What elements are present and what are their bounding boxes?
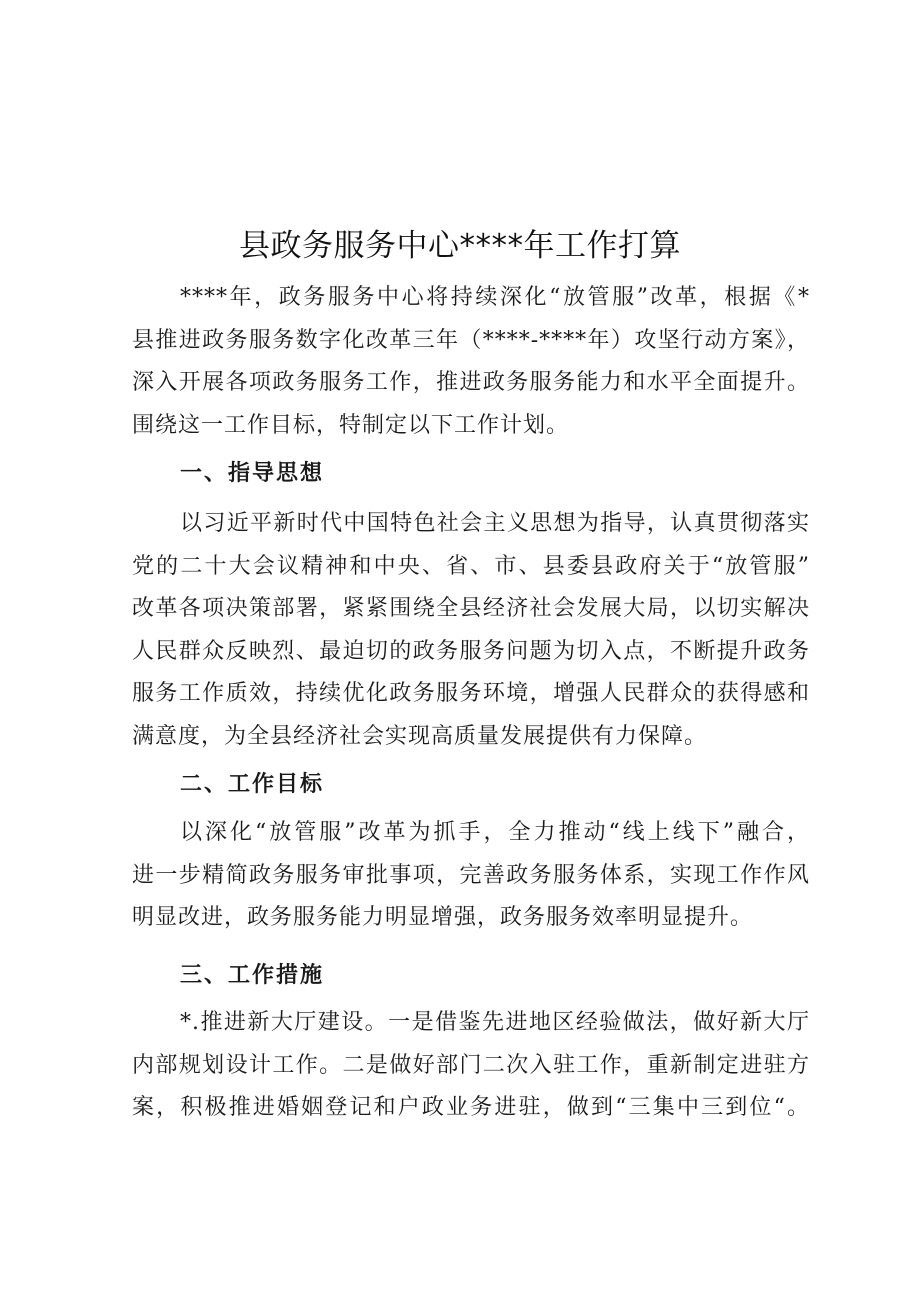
intro-line: ****年，政务服务中心将持续深化“放管服”改革，根据《* xyxy=(180,285,810,310)
intro-line: 深入开展各项政务服务工作，推进政务服务能力和水平全面提升。 xyxy=(132,370,810,395)
paragraph-line: 内部规划设计工作。二是做好部门二次入驻工作，重新制定进驻方 xyxy=(132,1052,810,1078)
paragraph-line: 案，积极推进婚姻登记和户政业务进驻，做到“三集中三到位“。 xyxy=(132,1095,810,1120)
section-paragraph-guiding-ideology xyxy=(132,503,810,758)
paragraph-line: 人民群众反映烈、最迫切的政务服务问题为切入点，不断提升政务 xyxy=(132,638,810,664)
paragraph-line: 明显改进，政务服务能力明显增强，政务服务效率明显提升。 xyxy=(132,905,754,930)
intro-paragraph xyxy=(132,277,810,447)
paragraph-line: 党的二十大会议精神和中央、省、市、县委县政府关于“放管服” xyxy=(132,553,810,579)
intro-line: 县推进政务服务数字化改革三年（****-****年）攻坚行动方案》， xyxy=(132,327,810,353)
intro-line: 围绕这一工作目标，特制定以下工作计划。 xyxy=(132,412,570,438)
paragraph-line: 服务工作质效，持续优化政务服务环境，增强人民群众的获得感和 xyxy=(132,681,810,706)
section-heading-work-measures: 三、工作措施 xyxy=(180,962,325,988)
document-title: 县政务服务中心****年工作打算 xyxy=(239,228,681,264)
paragraph-line: 以深化“放管服”改革为抓手，全力推动“线上线下”融合， xyxy=(180,820,810,845)
paragraph-line: 进一步精简政务服务审批事项，完善政务服务体系，实现工作作风 xyxy=(132,862,810,888)
paragraph-line: 满意度，为全县经济社会实现高质量发展提供有力保障。 xyxy=(132,723,708,749)
section-heading-guiding-ideology: 一、指导思想 xyxy=(180,460,325,486)
paragraph-line: 改革各项决策部署，紧紧围绕全县经济社会发展大局，以切实解决 xyxy=(132,596,810,621)
section-heading-work-goals: 二、工作目标 xyxy=(180,771,325,797)
section-paragraph-work-goals xyxy=(132,812,810,940)
section-paragraph-work-measures xyxy=(132,1002,810,1130)
paragraph-line: 以习近平新时代中国特色社会主义思想为指导，认真贯彻落实 xyxy=(180,511,810,536)
paragraph-line: *.推进新大厅建设。一是借鉴先进地区经验做法，做好新大厅 xyxy=(180,1010,810,1035)
